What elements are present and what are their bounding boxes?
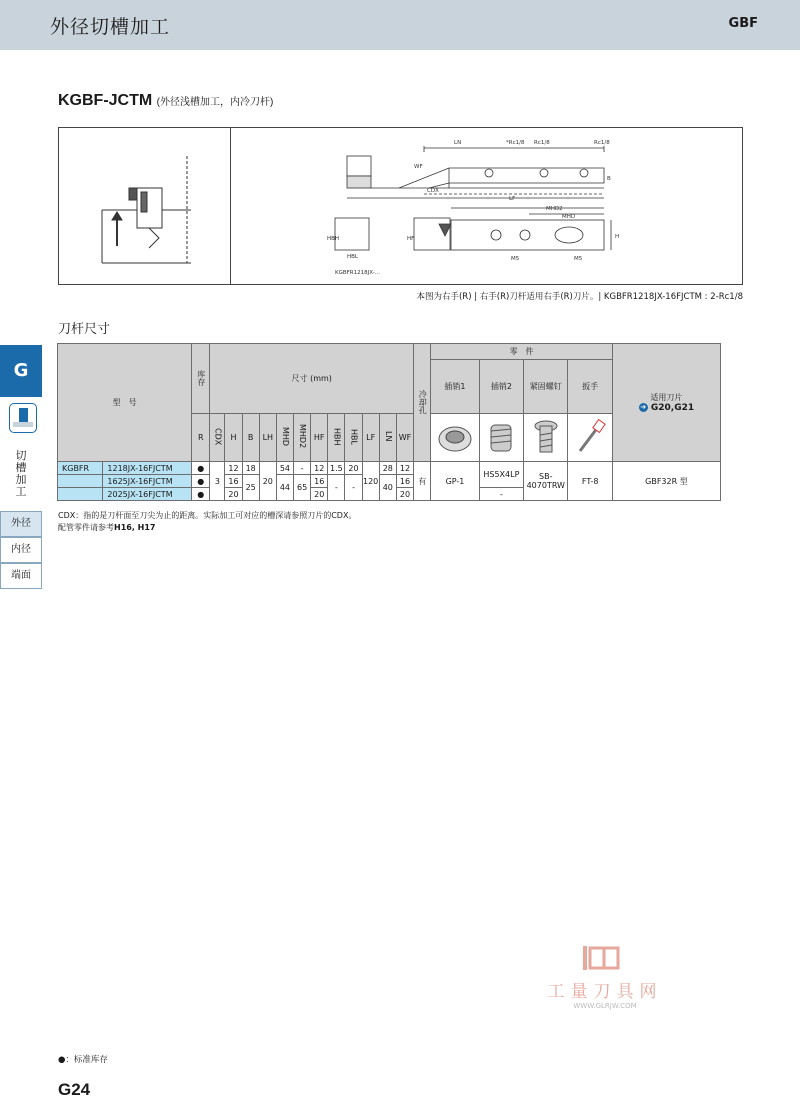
col-header-b: B bbox=[242, 414, 259, 462]
dim-label-ln: LN bbox=[454, 140, 462, 146]
page-title: 外径切槽加工 bbox=[50, 16, 171, 38]
dim-label-mhd2: MHD2 bbox=[546, 206, 563, 212]
col-header-parts: 零 件 bbox=[431, 344, 613, 360]
h-cell: 12 bbox=[225, 462, 242, 475]
wrench-cell: FT-8 bbox=[568, 462, 612, 501]
col-header-hf: HF bbox=[311, 414, 328, 462]
lf-cell: 120 bbox=[362, 462, 379, 501]
stock-cell: ● bbox=[192, 475, 210, 488]
holder-top-view bbox=[347, 146, 604, 198]
h-cell: 16 bbox=[225, 475, 242, 488]
hf-cell: 16 bbox=[311, 475, 328, 488]
wrench-image bbox=[568, 414, 612, 462]
col-header-pin1: 插销1 bbox=[431, 360, 479, 414]
section-title: 刀杆尺寸 bbox=[58, 322, 111, 337]
insert-cell: GBF32R 型 bbox=[612, 462, 720, 501]
reference-pages[interactable]: H16, H17 bbox=[114, 523, 156, 532]
dim-label-wf: WF bbox=[414, 164, 423, 170]
wf-cell: 16 bbox=[396, 475, 413, 488]
stock-legend: ●：标准库存 bbox=[58, 1055, 108, 1065]
mhd2-cell: 65 bbox=[294, 475, 311, 501]
model-title bbox=[58, 92, 273, 110]
pin1-image bbox=[431, 414, 479, 462]
wf-cell: 12 bbox=[396, 462, 413, 475]
dim-label-b: B bbox=[607, 176, 611, 182]
lh-cell: 20 bbox=[259, 462, 276, 501]
series-cell-empty bbox=[58, 475, 103, 488]
model-subtitle: (外径浅槽加工，内冷刀杆) bbox=[156, 97, 274, 108]
pin2-image bbox=[479, 414, 523, 462]
hf-cell: 20 bbox=[311, 488, 328, 501]
watermark bbox=[535, 940, 675, 1015]
col-header-wrench: 扳手 bbox=[568, 360, 612, 414]
dim-label-hbh: HBH bbox=[327, 236, 340, 242]
cdx-cell: 3 bbox=[210, 462, 225, 501]
reference-note bbox=[58, 522, 356, 534]
machining-illustration bbox=[102, 156, 191, 263]
watermark-text: 工量刀具网 bbox=[547, 982, 663, 1002]
grooving-icon bbox=[9, 403, 37, 433]
dim-label-rc2: Rc1/8 bbox=[534, 140, 550, 146]
col-header-dims: 尺寸 (mm) bbox=[210, 344, 414, 414]
dim-label-cdx: CDX bbox=[427, 188, 439, 194]
figure-box bbox=[58, 127, 743, 285]
ref-arrow-icon: ➜ bbox=[640, 403, 647, 411]
col-header-mhd: MHD bbox=[276, 414, 293, 462]
pin2-cell-b: - bbox=[479, 488, 523, 501]
pin2-cell-a: HS5X4LP bbox=[479, 462, 523, 488]
watermark-url: WWW.GLRJW.COM bbox=[573, 1002, 637, 1010]
hbl-cell: - bbox=[345, 475, 362, 501]
dim-label-lf: LF bbox=[509, 196, 516, 202]
col-header-hbh: HBH bbox=[328, 414, 345, 462]
mhd-cell: 44 bbox=[276, 475, 293, 501]
figure-note: 本图为右手(R) | 右手(R)刀杆适用右手(R)刀片。| KGBFR1218JX-16FJCTM : 2-Rc1/8 bbox=[416, 292, 743, 302]
hbh-cell: - bbox=[328, 475, 345, 501]
thumbnail-label: KGBFR1218JX-... bbox=[335, 270, 380, 276]
page-number: G24 bbox=[58, 1080, 91, 1099]
reference-prefix: 配管零件请参考 bbox=[58, 523, 114, 532]
h-cell: 20 bbox=[225, 488, 242, 501]
model-name: KGBF-JCTM bbox=[58, 92, 153, 109]
b-cell: 25 bbox=[242, 475, 259, 501]
series-cell: KGBFR bbox=[58, 462, 103, 475]
sidebar-item-internal[interactable]: 内径 bbox=[0, 537, 42, 563]
sidebar-item-external[interactable]: 外径 bbox=[0, 511, 42, 537]
col-header-model: 型 号 bbox=[58, 344, 192, 462]
dim-label-hbl: HBL bbox=[347, 254, 358, 260]
col-header-screw: 紧固螺钉 bbox=[524, 360, 568, 414]
col-header-pin2: 插销2 bbox=[479, 360, 523, 414]
col-header-lh: LH bbox=[259, 414, 276, 462]
dim-label-rc1: *Rc1/8 bbox=[506, 140, 525, 146]
ln-cell: 40 bbox=[379, 475, 396, 501]
cdx-note: CDX：指的是刀杆面至刀尖为止的距离。实际加工可对应的槽深请参照刀片的CDX。 bbox=[58, 511, 357, 520]
col-header-lf: LF bbox=[362, 414, 379, 462]
dim-label-rc3: Rc1/8 bbox=[594, 140, 610, 146]
model-cell: 1218JX-16FJCTM bbox=[103, 462, 192, 475]
stock-cell: ● bbox=[192, 462, 210, 475]
col-header-r: R bbox=[192, 414, 210, 462]
sidebar-category: 切槽加工 bbox=[15, 449, 27, 498]
coolant-cell: 有 bbox=[414, 462, 431, 501]
section-tab-g[interactable]: G bbox=[0, 345, 42, 397]
sidebar-item-face[interactable]: 端面 bbox=[0, 563, 42, 589]
header-code: GBF bbox=[728, 16, 758, 31]
dim-label-m5a: M5 bbox=[511, 256, 520, 262]
col-header-insert: 适用刀片 ➜ G20,G21 bbox=[612, 344, 720, 462]
ln-cell: 28 bbox=[379, 462, 396, 475]
insert-ref-pages: G20,G21 bbox=[650, 403, 695, 413]
wf-cell: 20 bbox=[396, 488, 413, 501]
col-header-hbl: HBL bbox=[345, 414, 362, 462]
mhd-cell: 54 bbox=[276, 462, 293, 475]
col-header-stock: 库存 bbox=[192, 344, 210, 414]
mhd2-cell: - bbox=[294, 462, 311, 475]
dim-label-m5b: M5 bbox=[574, 256, 583, 262]
screw-cell: SB-4070TRW bbox=[524, 462, 568, 501]
table-row bbox=[58, 462, 721, 475]
col-header-cdx: CDX bbox=[210, 414, 225, 462]
stock-cell: ● bbox=[192, 488, 210, 501]
model-cell: 2025JX-16FJCTM bbox=[103, 488, 192, 501]
dim-label-h: H bbox=[615, 234, 620, 240]
model-cell: 1625JX-16FJCTM bbox=[103, 475, 192, 488]
tool-drawing bbox=[59, 128, 744, 286]
hbl-cell: 20 bbox=[345, 462, 362, 475]
watermark-logo-icon bbox=[535, 940, 675, 976]
dim-label-mhd: MHD bbox=[562, 214, 576, 220]
footnotes bbox=[58, 510, 356, 534]
screw-image bbox=[524, 414, 568, 462]
pin1-cell: GP-1 bbox=[431, 462, 479, 501]
spec-table bbox=[57, 343, 721, 501]
series-cell-empty bbox=[58, 488, 103, 501]
col-header-coolant: 冷却孔 bbox=[414, 344, 431, 462]
hbh-cell: 1.5 bbox=[328, 462, 345, 475]
col-header-ln: LN bbox=[379, 414, 396, 462]
col-header-h: H bbox=[225, 414, 242, 462]
dim-label-hf: HF bbox=[407, 236, 415, 242]
col-header-wf: WF bbox=[396, 414, 413, 462]
b-cell: 18 bbox=[242, 462, 259, 475]
hf-cell: 12 bbox=[311, 462, 328, 475]
col-header-mhd2: MHD2 bbox=[294, 414, 311, 462]
